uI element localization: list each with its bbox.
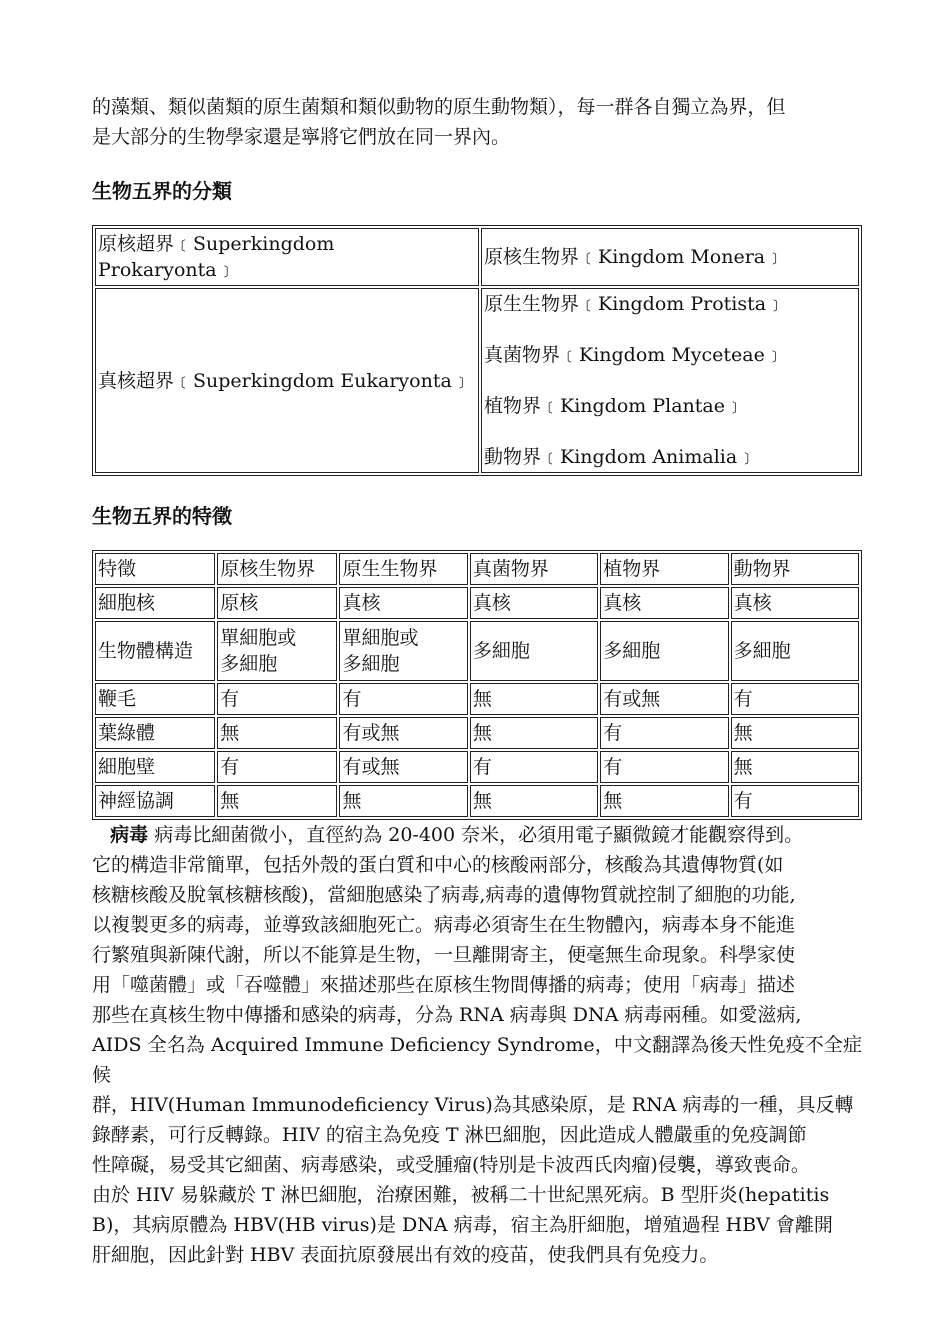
virus-line: 核糖核酸及脫氧核糖核酸)，當細胞感染了病毒,病毒的遺傳物質就控制了細胞的功能, xyxy=(92,884,796,906)
virus-line: B)，其病原體為 HBV(HB virus)是 DNA 病毒，宿主為肝細胞，增殖過程 HBV 會離開 xyxy=(92,1214,833,1236)
table-cell: 多細胞 xyxy=(731,621,859,681)
table-cell: 無 xyxy=(731,717,859,749)
table-cell: 有 xyxy=(217,683,337,715)
table-header-row xyxy=(95,553,859,585)
virus-paragraph xyxy=(92,820,862,1270)
table-cell: 真核 xyxy=(339,587,467,619)
header-cell: 原生生物界 xyxy=(339,553,467,585)
classification-table xyxy=(92,225,862,476)
virus-term: 病毒 xyxy=(110,824,149,846)
header-cell: 植物界 xyxy=(600,553,728,585)
document-page xyxy=(92,92,862,1270)
table-cell: 有 xyxy=(217,751,337,783)
virus-line: 它的構造非常簡單，包括外殼的蛋白質和中心的核酸兩部分，核酸為其遺傳物質(如 xyxy=(92,854,784,876)
virus-line: 用「噬菌體」或「吞噬體」來描述那些在原核生物間傳播的病毒；使用「病毒」描述 xyxy=(92,974,796,996)
table-cell: 有 xyxy=(470,751,598,783)
virus-line: 肝細胞，因此針對 HBV 表面抗原發展出有效的疫苗，使我們具有免疫力。 xyxy=(92,1244,719,1266)
table-cell: 真核 xyxy=(731,587,859,619)
header-cell: 真菌物界 xyxy=(470,553,598,585)
table-cell: 有或無 xyxy=(600,683,728,715)
header-cell: 動物界 xyxy=(731,553,859,585)
table-cell: 原核 xyxy=(217,587,337,619)
table-cell: 多細胞 xyxy=(470,621,598,681)
virus-line: 由於 HIV 易躲藏於 T 淋巴細胞，治療困難，被稱二十世紀黑死病。B 型肝炎(hepatitis xyxy=(92,1184,830,1206)
table-cell: 有 xyxy=(339,683,467,715)
monera-cell: 原核生物界﹝Kingdom Monera﹞ xyxy=(481,228,859,286)
table-row xyxy=(95,228,859,286)
section-heading-features: 生物五界的特徵 xyxy=(92,504,232,528)
intro-line-1: 的藻類、類似菌類的原生菌類和類似動物的原生動物類），每一群各自獨立為界，但 xyxy=(92,96,786,118)
table-cell: 細胞核 xyxy=(95,587,215,619)
virus-line: 錄酵素，可行反轉錄。HIV 的宿主為免疫 T 淋巴細胞，因此造成人體嚴重的免疫調節 xyxy=(92,1124,807,1146)
table-row xyxy=(95,717,859,749)
table-row xyxy=(95,683,859,715)
table-cell: 單細胞或 多細胞 xyxy=(339,621,467,681)
eukaryote-superkingdom-cell: 真核超界﹝Superkingdom Eukaryonta﹞ xyxy=(95,288,479,473)
kingdom-animalia: 動物界﹝Kingdom Animalia﹞ xyxy=(484,446,757,468)
virus-line: 病毒比細菌微小，直徑約為 20-400 奈米，必須用電子顯微鏡才能觀察得到。 xyxy=(154,824,804,846)
table-row xyxy=(95,587,859,619)
table-cell: 無 xyxy=(600,785,728,817)
virus-line: 那些在真核生物中傳播和感染的病毒，分為 RNA 病毒與 DNA 病毒兩種。如愛滋病, xyxy=(92,1004,802,1026)
features-table xyxy=(92,550,862,820)
kingdom-plantae: 植物界﹝Kingdom Plantae﹞ xyxy=(484,395,744,417)
virus-line: AIDS 全名為 Acquired Immune Deficiency Syndrome，中文翻譯為後天性免疫不全症候 xyxy=(92,1034,862,1086)
table-cell: 真核 xyxy=(470,587,598,619)
table-cell: 無 xyxy=(470,785,598,817)
table-cell: 細胞壁 xyxy=(95,751,215,783)
prokaryote-superkingdom-cell: 原核超界﹝Superkingdom Prokaryonta﹞ xyxy=(95,228,479,286)
header-cell: 特徵 xyxy=(95,553,215,585)
table-row xyxy=(95,785,859,817)
virus-line: 行繁殖與新陳代謝，所以不能算是生物，一旦離開寄主，便毫無生命現象。科學家使 xyxy=(92,944,796,966)
header-cell: 原核生物界 xyxy=(217,553,337,585)
table-cell: 無 xyxy=(217,717,337,749)
section-heading-classification: 生物五界的分類 xyxy=(92,179,232,203)
kingdom-protista: 原生生物界﹝Kingdom Protista﹞ xyxy=(484,293,786,315)
table-cell: 多細胞 xyxy=(600,621,728,681)
table-cell: 生物體構造 xyxy=(95,621,215,681)
table-cell: 無 xyxy=(217,785,337,817)
table-cell: 無 xyxy=(339,785,467,817)
table-cell: 單細胞或 多細胞 xyxy=(217,621,337,681)
table-cell: 有或無 xyxy=(339,717,467,749)
virus-line: 群，HIV(Human Immunodeficiency Virus)為其感染原，是 RNA 病毒的一種，具反轉 xyxy=(92,1094,854,1116)
table-row xyxy=(95,751,859,783)
intro-line-2: 是大部分的生物學家還是寧將它們放在同一界內。 xyxy=(92,126,511,148)
kingdom-myceteae: 真菌物界﹝Kingdom Myceteae﹞ xyxy=(484,344,784,366)
table-row xyxy=(95,621,859,681)
table-cell: 有 xyxy=(600,751,728,783)
table-row xyxy=(95,288,859,473)
table-cell: 神經協調 xyxy=(95,785,215,817)
eukaryote-kingdoms-cell xyxy=(481,288,859,473)
table-cell: 無 xyxy=(470,717,598,749)
table-cell: 真核 xyxy=(600,587,728,619)
table-cell: 鞭毛 xyxy=(95,683,215,715)
table-cell: 有或無 xyxy=(339,751,467,783)
table-cell: 葉綠體 xyxy=(95,717,215,749)
table-cell: 有 xyxy=(731,785,859,817)
table-cell: 有 xyxy=(600,717,728,749)
table-cell: 無 xyxy=(470,683,598,715)
virus-line: 以複製更多的病毒，並導致該細胞死亡。病毒必須寄生在生物體內，病毒本身不能進 xyxy=(92,914,796,936)
table-cell: 有 xyxy=(731,683,859,715)
virus-line: 性障礙，易受其它細菌、病毒感染，或受腫瘤(特別是卡波西氏肉瘤)侵襲，導致喪命。 xyxy=(92,1154,810,1176)
intro-paragraph xyxy=(92,92,862,152)
table-cell: 無 xyxy=(731,751,859,783)
